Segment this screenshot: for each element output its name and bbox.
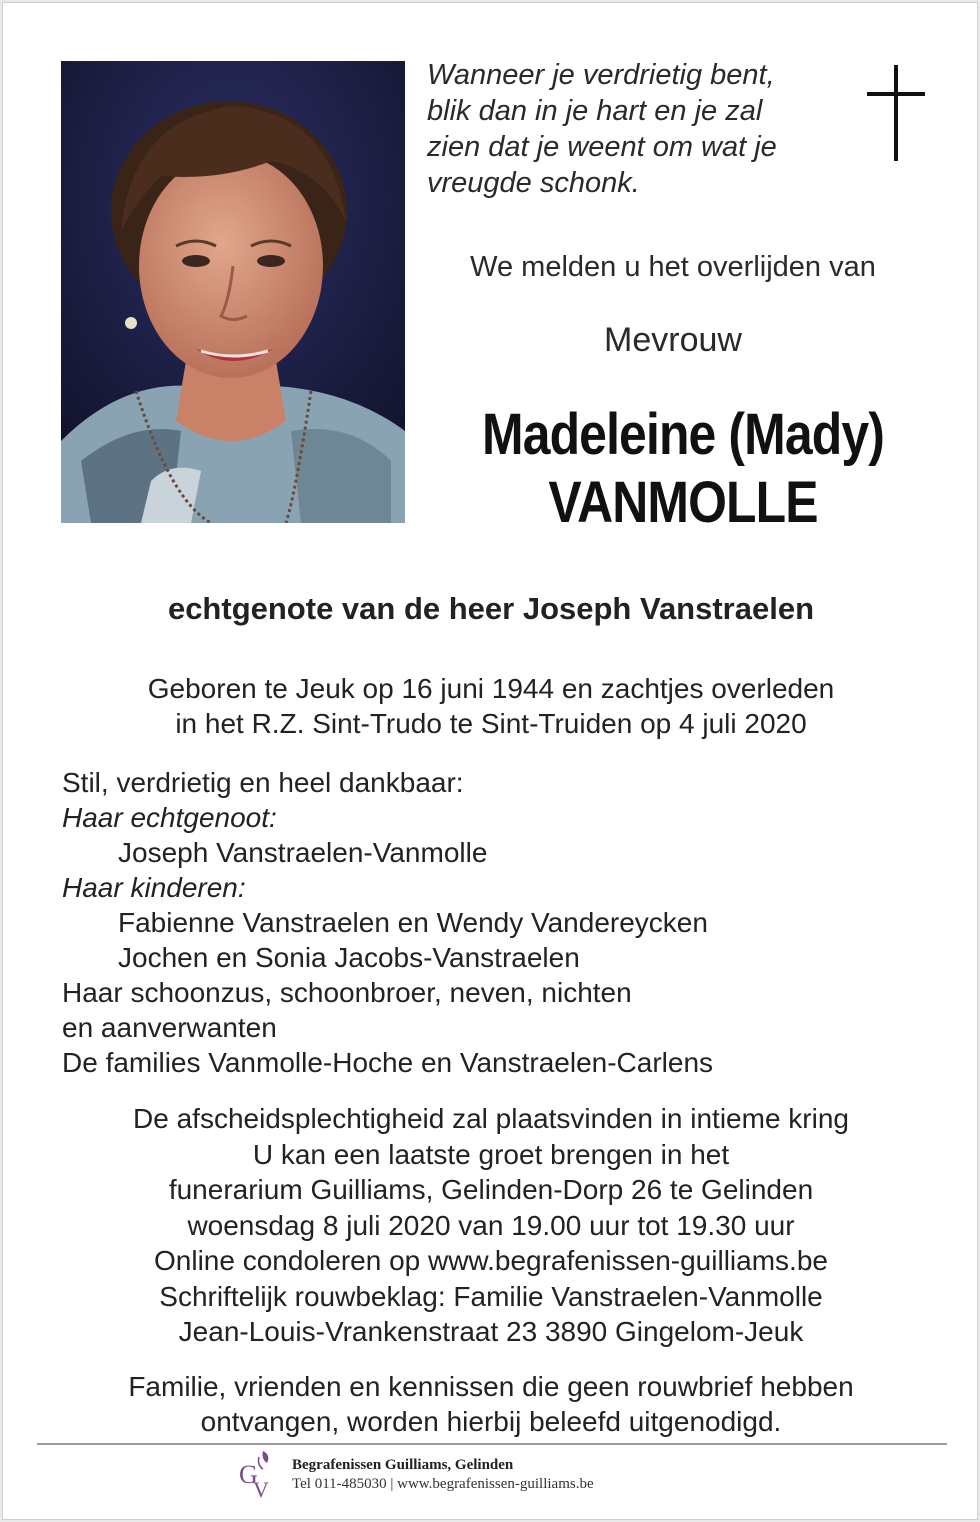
funeral-home-info: [292, 1456, 594, 1494]
quote-line: blik dan in je hart en je zal: [427, 95, 763, 127]
quote-line: Wanneer je verdrietig bent,: [427, 59, 775, 91]
service-line: funerarium Guilliams, Gelinden-Dorp 26 te Gelinden: [168, 1174, 814, 1205]
service-line: Schriftelijk rouwbeklag: Familie Vanstraelen-Vanmolle: [159, 1280, 823, 1312]
service-line: Online condoleren op www.begrafenissen-guilliams.be: [154, 1245, 828, 1276]
logo-letter-g: G: [239, 1460, 258, 1489]
spouse-name: Joseph Vanstraelen-Vanmolle: [118, 837, 488, 868]
logo-letter-v: V: [253, 1477, 269, 1499]
service-line: De afscheidsplechtigheid zal plaatsvinden in intieme kring: [133, 1103, 849, 1134]
service-line: Jean-Louis-Vrankenstraat 23 3890 Gingelom-Jeuk: [178, 1316, 804, 1347]
child-name: Fabienne Vanstraelen en Wendy Vandereycken: [118, 907, 708, 938]
family-intro: Stil, verdrietig en heel dankbaar:: [62, 767, 464, 798]
family-list: [62, 765, 713, 1080]
child-name: Jochen en Sonia Jacobs-Vanstraelen: [118, 942, 580, 973]
invitation-line: Familie, vrienden en kennissen die geen rouwbrief hebben: [128, 1371, 854, 1402]
portrait-illustration: [61, 61, 405, 523]
portrait-photo: [61, 61, 405, 523]
funeral-home-contact: Tel 011-485030 | www.begrafenissen-guilliams.be: [292, 1476, 594, 1492]
obituary-card: [2, 2, 978, 1520]
spouse-label: Haar echtgenoot:: [62, 802, 277, 833]
service-line: U kan een laatste groet brengen in het: [252, 1138, 730, 1170]
gv-monogram-logo: [237, 1449, 279, 1499]
deceased-first-name: Madeleine (Mady): [482, 402, 884, 467]
relatives-line: Haar schoonzus, schoonbroer, neven, nichten: [62, 977, 632, 1008]
service-details: [43, 1101, 939, 1350]
honorific-title: Mevrouw: [604, 321, 742, 359]
memorial-quote: [427, 57, 847, 201]
children-label: Haar kinderen:: [62, 872, 246, 903]
birth-line: Geboren te Jeuk op 16 juni 1944 en zachtjes overleden: [147, 673, 835, 704]
spouse-line: echtgenote van de heer Joseph Vanstraelen: [167, 591, 815, 626]
announcement-text: We melden u het overlijden van: [470, 251, 876, 283]
footer-divider: [37, 1443, 947, 1445]
quote-line: zien dat je weent om wat je: [427, 131, 777, 163]
cross-icon: [867, 65, 925, 161]
deceased-name: [459, 401, 906, 537]
funeral-home-name: Begrafenissen Guilliams, Gelinden: [292, 1457, 514, 1473]
deceased-last-name: VANMOLLE: [548, 470, 818, 535]
invitation-line: ontvangen, worden hierbij beleefd uitgenodigd.: [200, 1406, 782, 1437]
birth-death-details: [43, 671, 939, 741]
relatives-line: De families Vanmolle-Hoche en Vanstraelen-Carlens: [62, 1047, 714, 1078]
quote-line: vreugde schonk.: [427, 167, 640, 199]
death-line: in het R.Z. Sint-Trudo te Sint-Truiden op 4 juli 2020: [175, 708, 807, 739]
service-line: woensdag 8 juli 2020 van 19.00 uur tot 19.30 uur: [187, 1209, 795, 1241]
relatives-line: en aanverwanten: [62, 1012, 277, 1043]
invitation-text: [43, 1369, 939, 1439]
